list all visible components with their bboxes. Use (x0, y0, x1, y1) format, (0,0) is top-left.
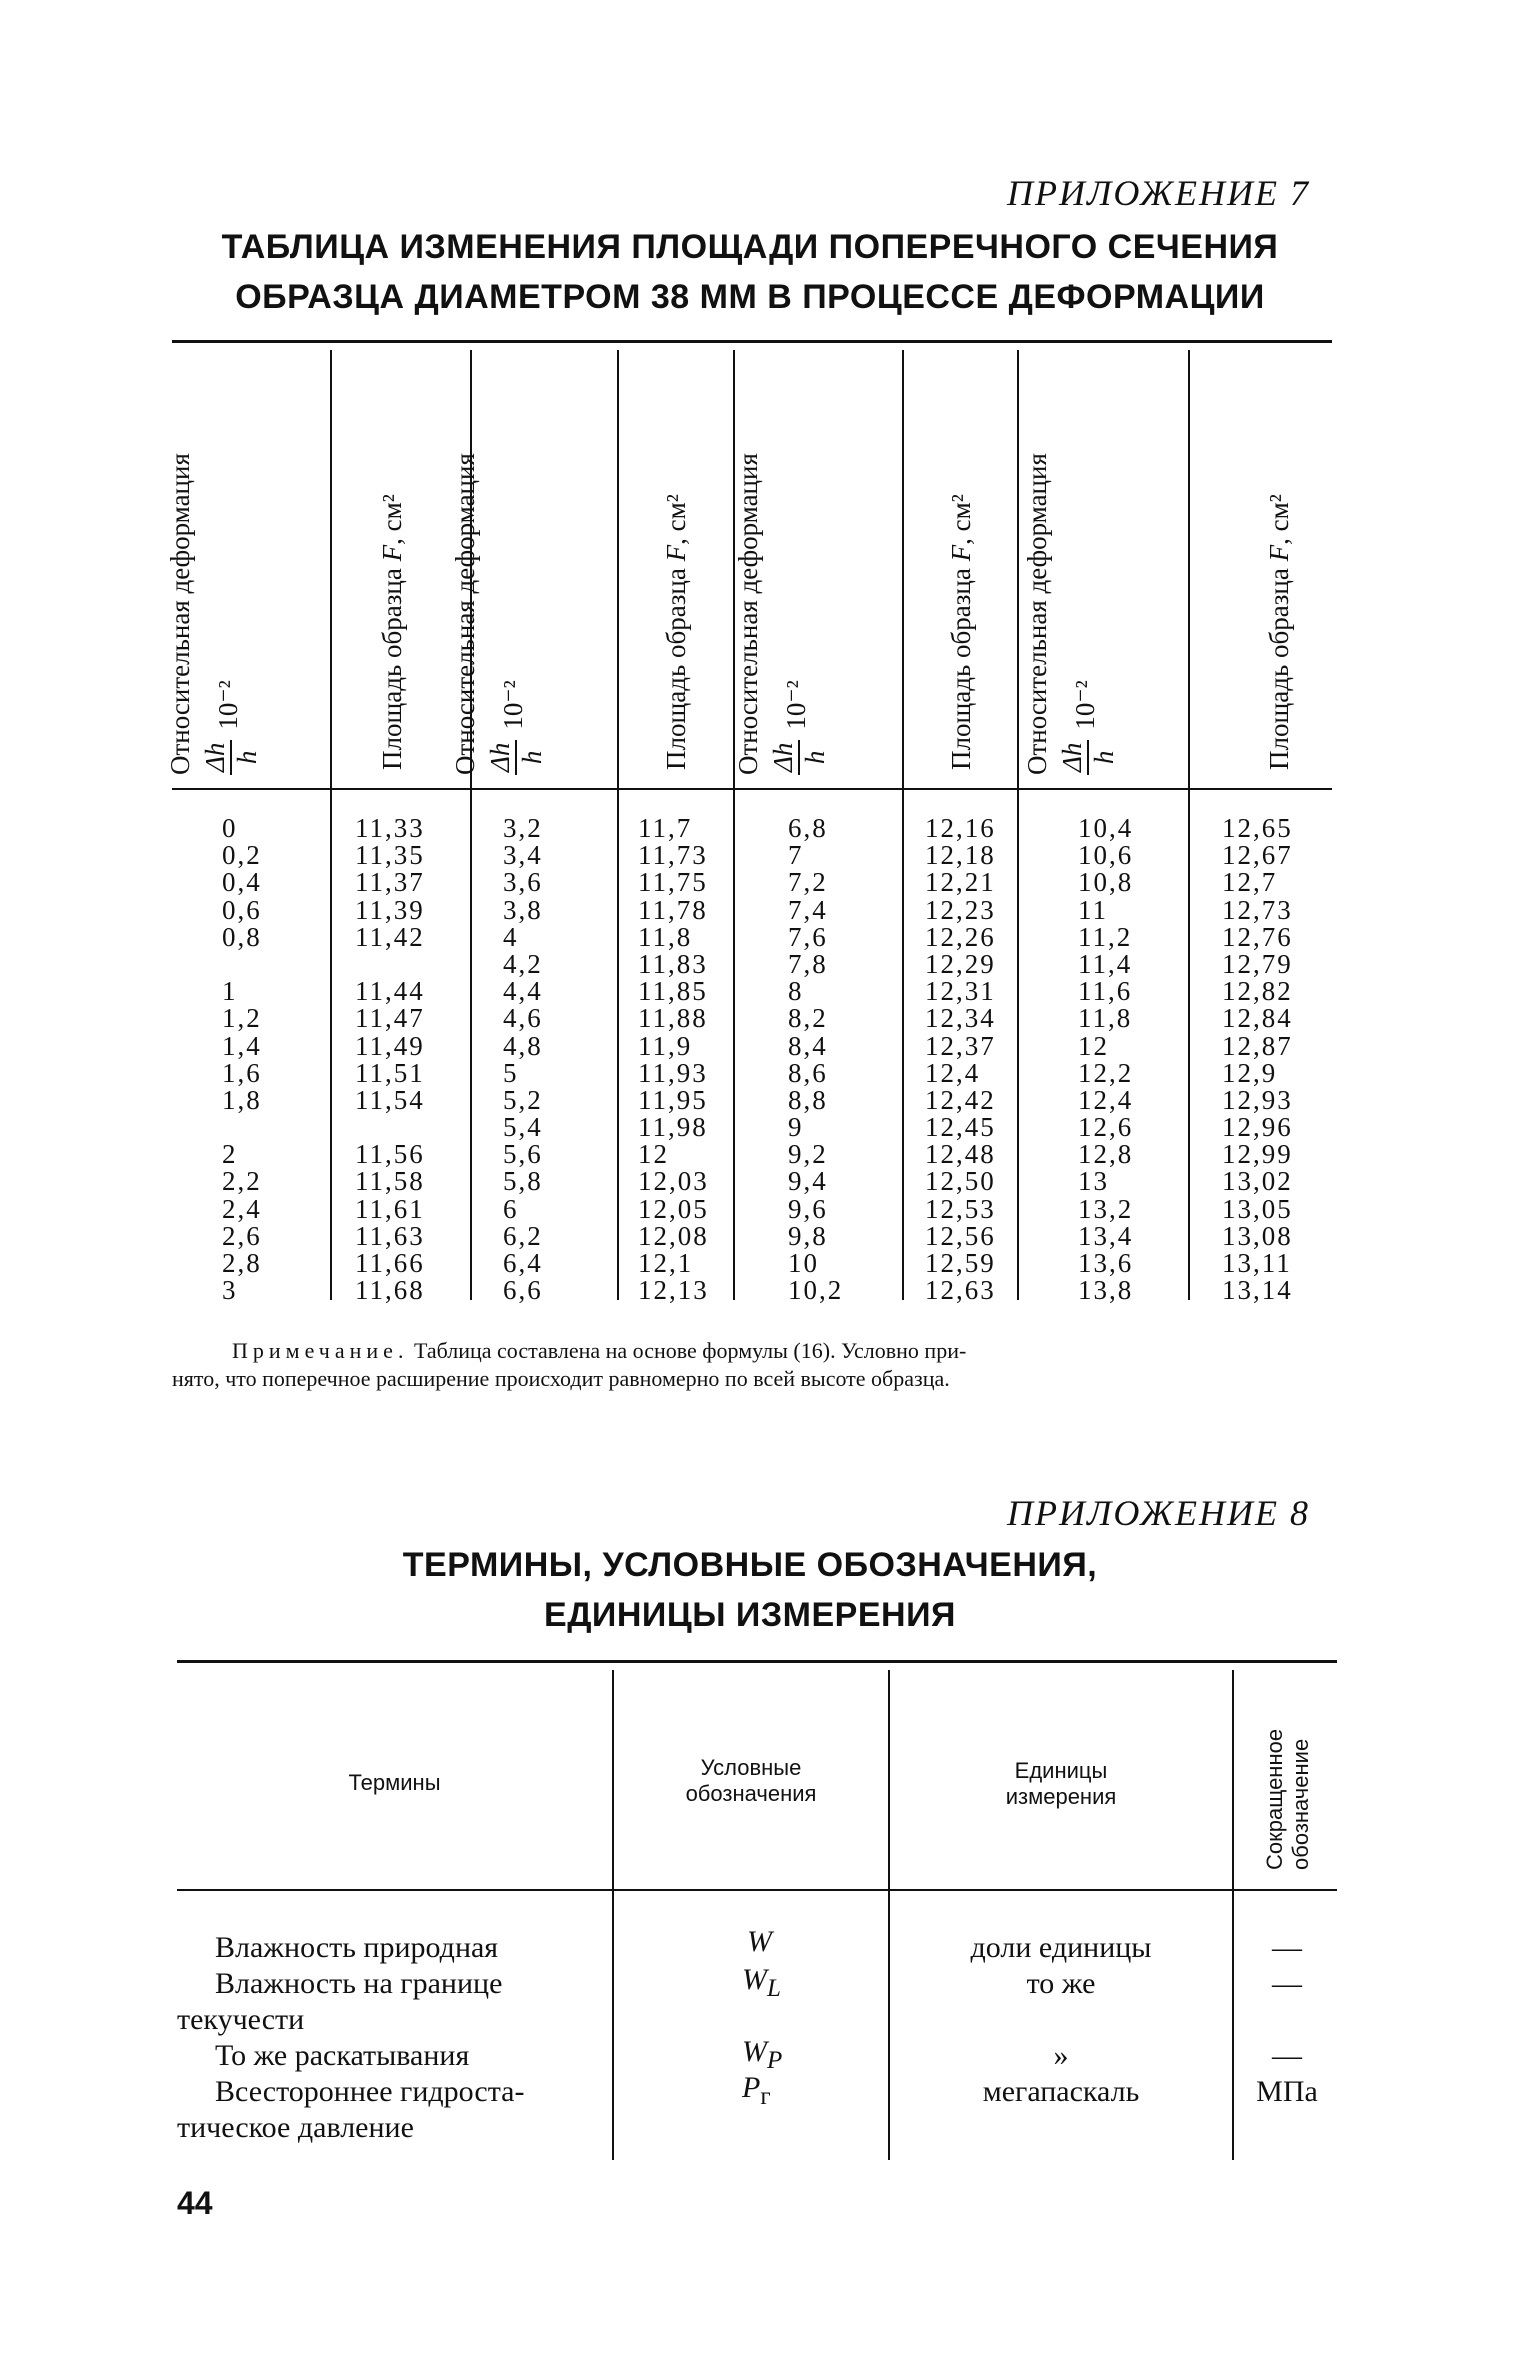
table7-cell: 6,4 (503, 1248, 543, 1278)
appendix-8-title-line2: ЕДИНИЦЫ ИЗМЕРЕНИЯ (544, 1596, 956, 1634)
deformation-factor: 10⁻² (1070, 680, 1101, 730)
appendix-8-label: ПРИЛОЖЕНИЕ 8 (1007, 1493, 1310, 1533)
area-unit: , см² (377, 494, 407, 545)
symbol-sub: P (767, 2047, 783, 2074)
table7-cell: 7,6 (788, 921, 828, 952)
table7-cell: 9 (788, 1112, 804, 1143)
table7-cell: 11,35 (355, 840, 425, 871)
table7-column-def2 (503, 815, 543, 1304)
table7-cell: 11,73 (638, 840, 708, 871)
table7-cell: 13,14 (1222, 1275, 1293, 1306)
table7-cell: 13,02 (1222, 1166, 1293, 1197)
table7-cell: 12,26 (925, 921, 996, 952)
deformation-num: Δh (200, 740, 232, 775)
table7-cell: 11,6 (1078, 976, 1133, 1007)
table7-column-area4 (1222, 815, 1293, 1304)
table8-row (177, 2002, 1337, 2038)
table7-cell: 13,08 (1222, 1220, 1293, 1251)
term-cell: тическое давление (177, 2111, 414, 2144)
table7-cell: 1,2 (222, 1003, 262, 1034)
table8-row (177, 2110, 1337, 2146)
table7-cell: 2,4 (222, 1193, 262, 1224)
table7-cell: 10,2 (788, 1275, 844, 1306)
table7-cell: 9,6 (788, 1193, 828, 1224)
table7-cell: 12,73 (1222, 894, 1293, 925)
table7-cell: 8,4 (788, 1030, 828, 1061)
deformation-den: h (517, 750, 547, 765)
table7-top-rule (172, 340, 1332, 343)
term-cell: То же раскатывания (215, 2039, 470, 2072)
table7-cell: 13,6 (1078, 1248, 1134, 1278)
table7-cell: 3,8 (503, 894, 543, 925)
table7-cell: 2,8 (222, 1248, 262, 1278)
table7-cell: 6 (503, 1193, 519, 1224)
table7-cell: 12,48 (925, 1139, 996, 1170)
table7-cell: 11,78 (638, 894, 708, 925)
deformation-label: Относительная деформация (1022, 453, 1052, 775)
symbol-sub: L (767, 1975, 781, 2002)
table7-cell (355, 951, 425, 978)
table7-cell: 0,4 (222, 867, 262, 898)
table8-header-symbols (614, 1755, 888, 1807)
table7-column-def1 (222, 815, 262, 1304)
table7-cell: 3,4 (503, 840, 543, 871)
area-label: Площадь образца (1264, 561, 1294, 770)
table7-cell: 12,96 (1222, 1112, 1293, 1143)
table7-cell: 11,49 (355, 1030, 425, 1061)
table7-cell: 12,79 (1222, 948, 1293, 979)
table7-cell: 12,8 (1078, 1139, 1134, 1170)
table7-cell: 0,6 (222, 894, 262, 925)
table7-cell: 11,61 (355, 1193, 425, 1224)
table7-cell: 12,82 (1222, 976, 1293, 1007)
table7-cell: 11,63 (355, 1220, 425, 1251)
table7-cell: 5,8 (503, 1166, 543, 1197)
table7-cell: 12,63 (925, 1275, 996, 1306)
abbr-cell: — (1272, 1931, 1302, 1964)
area-unit: , см² (661, 494, 691, 545)
table7-cell: 12,65 (1222, 813, 1293, 843)
table7-cell: 11,7 (638, 813, 693, 843)
area-unit: , см² (946, 494, 976, 545)
table7-cell: 4 (503, 921, 519, 952)
table7-cell: 11,2 (1078, 921, 1133, 952)
table7-column-area3 (925, 815, 996, 1304)
table7-cell: 12 (638, 1139, 669, 1170)
table7-cell: 12,84 (1222, 1003, 1293, 1034)
table7-cell: 12,4 (1078, 1084, 1134, 1115)
table7-cell: 11,44 (355, 976, 425, 1007)
table7-cell: 11,9 (638, 1030, 693, 1061)
area-label: Площадь образца (946, 561, 976, 770)
table7-cell: 11,51 (355, 1057, 425, 1088)
table7-cell: 12,23 (925, 894, 996, 925)
table7-cell: 10,4 (1078, 813, 1134, 843)
appendix-7-title-line1: ТАБЛИЦА ИЗМЕНЕНИЯ ПЛОЩАДИ ПОПЕРЕЧНОГО СЕЧЕНИЯ (221, 228, 1279, 266)
area-unit: , см² (1264, 494, 1294, 545)
symbol-main: W (747, 1925, 772, 1958)
table7-cell: 4,2 (503, 948, 543, 979)
deformation-label: Относительная деформация (165, 453, 195, 775)
table8-header-terms (177, 1770, 612, 1796)
table7-cell: 12,29 (925, 948, 996, 979)
table7-cell: 12,2 (1078, 1057, 1134, 1088)
table7-cell: 8,8 (788, 1084, 828, 1115)
table7-cell: 11 (1078, 894, 1108, 925)
table7-cell: 8 (788, 976, 804, 1007)
table7-cell: 11,8 (638, 921, 693, 952)
table7-cell: 12 (1078, 1030, 1109, 1061)
table7-cell: 12,67 (1222, 840, 1293, 871)
symbol-main: W (742, 2035, 767, 2068)
table7-cell: 12,76 (1222, 921, 1293, 952)
table7-cell (222, 951, 262, 978)
table7-cell: 13,2 (1078, 1193, 1134, 1224)
table7-cell: 4,4 (503, 976, 543, 1007)
table7-cell: 2,2 (222, 1166, 262, 1197)
table7-cell: 11,88 (638, 1003, 708, 1034)
table7-cell: 9,2 (788, 1139, 828, 1170)
note-line1: Таблица составлена на основе формулы (16). Условно при- (413, 1338, 967, 1363)
table7-cell: 6,2 (503, 1220, 543, 1251)
table7-cell: 12,31 (925, 976, 996, 1007)
area-var: F (661, 544, 691, 562)
table7-cell: 11,58 (355, 1166, 425, 1197)
table7-cell: 5,2 (503, 1084, 543, 1115)
table7-cell: 12,03 (638, 1166, 709, 1197)
table7-cell: 12,34 (925, 1003, 996, 1034)
deformation-label: Относительная деформация (733, 453, 763, 775)
table7-cell: 5,6 (503, 1139, 543, 1170)
abbr-cell: — (1272, 2039, 1302, 2072)
table7-cell: 12,16 (925, 813, 996, 843)
table7-cell: 12,45 (925, 1112, 996, 1143)
header-abbr-line1: Сокращенное (1262, 1728, 1287, 1870)
table7-cell: 4,8 (503, 1030, 543, 1061)
symbol-main: P (742, 2071, 761, 2104)
term-cell: текучести (177, 2003, 305, 2036)
table7-separator (617, 350, 619, 1300)
table7-column-area2 (638, 815, 709, 1304)
symbol-sub: г (760, 2083, 771, 2110)
table7-cell: 12,59 (925, 1248, 996, 1278)
note-word: Примечание. (232, 1338, 409, 1363)
table7-cell: 12,21 (925, 867, 996, 898)
table7-cell: 1,8 (222, 1084, 262, 1115)
appendix-7-label: ПРИЛОЖЕНИЕ 7 (1007, 173, 1310, 213)
table7-cell: 10,8 (1078, 867, 1134, 898)
table7-cell: 6,8 (788, 813, 828, 843)
table7-cell: 11,93 (638, 1057, 708, 1088)
table7-cell: 6,6 (503, 1275, 543, 1306)
table7-cell: 4,6 (503, 1003, 543, 1034)
table7-cell: 12,1 (638, 1248, 694, 1278)
page-number: 44 (177, 2185, 213, 2221)
table7-column-def3 (788, 815, 843, 1304)
term-cell: Влажность природная (215, 1931, 499, 1964)
table7-column-def4 (1078, 815, 1133, 1304)
unit-cell: то же (1026, 1967, 1096, 2000)
table8-header-rule (177, 1889, 1337, 1891)
table7-cell: 13,4 (1078, 1220, 1134, 1251)
table7-cell: 9,8 (788, 1220, 828, 1251)
table7-cell: 3,2 (503, 813, 543, 843)
table7-cell: 7,4 (788, 894, 828, 925)
unit-cell: мегапаскаль (982, 2075, 1140, 2108)
table7-separator (330, 350, 332, 1300)
header-units-line1: Единицы (1014, 1758, 1108, 1783)
table7-cell: 5,4 (503, 1112, 543, 1143)
area-label: Площадь образца (377, 561, 407, 770)
table7-cell: 12,87 (1222, 1030, 1293, 1061)
table7-cell: 12,6 (1078, 1112, 1134, 1143)
deformation-factor: 10⁻² (213, 680, 244, 730)
deformation-factor: 10⁻² (781, 680, 812, 730)
table7-separator (1188, 350, 1190, 1300)
table7-cell: 11,98 (638, 1112, 708, 1143)
header-symbols-line1: Условные (700, 1755, 802, 1780)
table7-cell: 11,75 (638, 867, 708, 898)
table7-cell: 12,4 (925, 1057, 981, 1088)
table7-cell: 7,8 (788, 948, 828, 979)
table7-cell: 13,8 (1078, 1275, 1134, 1306)
table7-cell: 11,8 (1078, 1003, 1133, 1034)
table7-cell: 11,39 (355, 894, 425, 925)
table7-cell: 1 (222, 976, 238, 1007)
symbol-cell (742, 2070, 771, 2115)
term-cell: Всестороннее гидроста- (215, 2075, 525, 2108)
deformation-num: Δh (485, 740, 517, 775)
table7-cell (222, 1114, 262, 1141)
table7-cell: 0 (222, 813, 238, 843)
table7-column-area1 (355, 815, 425, 1304)
table7-cell: 2 (222, 1139, 238, 1170)
table7-cell: 10,6 (1078, 840, 1134, 871)
table8-header-units (890, 1758, 1232, 1810)
symbol-cell (742, 1962, 781, 2007)
deformation-den: h (1089, 750, 1119, 765)
table7-cell: 2,6 (222, 1220, 262, 1251)
table7-separator (1017, 350, 1019, 1300)
area-var: F (377, 544, 407, 562)
table7-cell (355, 1114, 425, 1141)
table7-cell: 12,13 (638, 1275, 709, 1306)
table7-cell: 12,9 (1222, 1057, 1278, 1088)
table7-cell: 8,6 (788, 1057, 828, 1088)
table7-cell: 12,18 (925, 840, 996, 871)
abbr-cell: — (1272, 1967, 1302, 2000)
table8-row (177, 2035, 1337, 2074)
symbol-main: W (742, 1963, 767, 1996)
appendix-7-title-line2: ОБРАЗЦА ДИАМЕТРОМ 38 ММ В ПРОЦЕССЕ ДЕФОРМАЦИИ (235, 278, 1265, 316)
table7-cell: 3,6 (503, 867, 543, 898)
table7-cell: 11,66 (355, 1248, 425, 1278)
header-symbols-line2: обозначения (685, 1781, 817, 1806)
table7-cell: 13,11 (1222, 1248, 1292, 1278)
table7-cell: 1,4 (222, 1030, 262, 1061)
table7-cell: 11,4 (1078, 948, 1133, 979)
table7-cell: 10 (788, 1248, 819, 1278)
header-abbr-line2: обозначение (1288, 1738, 1313, 1870)
table8-row (177, 1963, 1337, 2002)
table7-cell: 12,56 (925, 1220, 996, 1251)
table7-header-rule (172, 788, 1332, 790)
table7-note (172, 1337, 1342, 1393)
table7-cell: 0,8 (222, 921, 262, 952)
table7-cell: 11,54 (355, 1084, 425, 1115)
unit-cell: » (1053, 2039, 1069, 2072)
table7-cell: 12,42 (925, 1084, 996, 1115)
table7-cell: 8,2 (788, 1003, 828, 1034)
unit-cell: доли единицы (970, 1931, 1152, 1964)
table7-cell: 11,56 (355, 1139, 425, 1170)
table7-cell: 5 (503, 1057, 519, 1088)
table8-row (177, 1925, 1337, 1966)
table7-cell: 1,6 (222, 1057, 262, 1088)
deformation-den: h (232, 750, 262, 765)
table7-separator (902, 350, 904, 1300)
deformation-den: h (800, 750, 830, 765)
abbr-cell: МПа (1256, 2075, 1318, 2108)
deformation-num: Δh (768, 740, 800, 775)
table7-cell: 3 (222, 1275, 238, 1306)
table7-cell: 11,68 (355, 1275, 425, 1306)
note-line2: нято, что поперечное расширение происходит равномерно по всей высоте образца. (172, 1366, 950, 1391)
table7-cell: 11,47 (355, 1003, 425, 1034)
table7-cell: 7,2 (788, 867, 828, 898)
deformation-num: Δh (1057, 740, 1089, 775)
appendix-8-title (170, 1540, 1330, 1640)
table7-cell: 9,4 (788, 1166, 828, 1197)
header-terms-text: Термины (348, 1770, 441, 1795)
table7-cell: 12,08 (638, 1220, 709, 1251)
table7-cell: 12,53 (925, 1193, 996, 1224)
table7-cell: 12,93 (1222, 1084, 1293, 1115)
table7-cell: 11,83 (638, 948, 708, 979)
area-var: F (946, 544, 976, 562)
table7-cell: 12,99 (1222, 1139, 1293, 1170)
appendix-7-title (170, 222, 1330, 322)
deformation-factor: 10⁻² (498, 680, 529, 730)
area-var: F (1264, 544, 1294, 562)
table7-cell: 11,85 (638, 976, 708, 1007)
term-cell: Влажность на границе (215, 1967, 503, 2000)
table7-cell: 11,42 (355, 921, 425, 952)
table8-row (177, 2071, 1337, 2110)
table7-cell: 12,37 (925, 1030, 996, 1061)
area-label: Площадь образца (661, 561, 691, 770)
table7-cell: 11,33 (355, 813, 425, 843)
table7-cell: 11,95 (638, 1084, 708, 1115)
table8-top-rule (177, 1660, 1337, 1663)
header-units-line2: измерения (1005, 1784, 1117, 1809)
table7-cell: 11,37 (355, 867, 425, 898)
table7-cell: 12,05 (638, 1193, 709, 1224)
table7-cell: 7 (788, 840, 804, 871)
table7-cell: 12,50 (925, 1166, 996, 1197)
table7-cell: 13,05 (1222, 1193, 1293, 1224)
table7-cell: 0,2 (222, 840, 262, 871)
table7-cell: 12,7 (1222, 867, 1278, 898)
deformation-label: Относительная деформация (450, 453, 480, 775)
table7-cell: 13 (1078, 1166, 1109, 1197)
appendix-8-title-line1: ТЕРМИНЫ, УСЛОВНЫЕ ОБОЗНАЧЕНИЯ, (402, 1546, 1098, 1584)
